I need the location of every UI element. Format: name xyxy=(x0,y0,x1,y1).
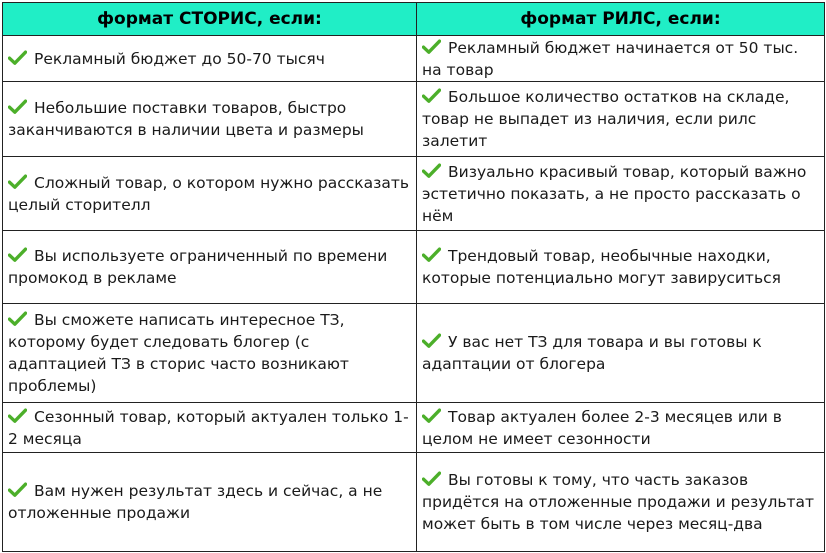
table-row xyxy=(3,36,825,82)
reels-header: формат РИЛС, если: xyxy=(417,3,825,36)
stories-header: формат СТОРИС, если: xyxy=(3,3,417,36)
check-mark-icon xyxy=(8,99,27,114)
table-row xyxy=(3,453,825,552)
reels-cell xyxy=(417,36,825,82)
reels-text: Товар актуален более 2-3 месяцев или в целом не имеет сезонности xyxy=(422,407,782,448)
reels-cell xyxy=(417,403,825,453)
reels-cell xyxy=(417,453,825,552)
stories-text: Рекламный бюджет до 50-70 тысяч xyxy=(34,49,325,68)
reels-cell xyxy=(417,231,825,304)
reels-text: Большое количество остатков на складе, товар не выпадет из наличия, если рилс залетит xyxy=(422,88,790,150)
reels-text: Трендовый товар, необычные находки, которые потенциально могут завируситься xyxy=(422,247,781,287)
table-row xyxy=(3,157,825,231)
table-row xyxy=(3,403,825,453)
comparison-table xyxy=(2,2,825,552)
check-mark-icon xyxy=(8,482,27,497)
check-mark-icon xyxy=(422,88,441,103)
stories-cell xyxy=(3,157,417,231)
table-row xyxy=(3,304,825,403)
check-mark-icon xyxy=(8,408,27,423)
table-row xyxy=(3,82,825,157)
check-mark-icon xyxy=(8,50,27,65)
reels-text: Рекламный бюджет начинается от 50 тыс. на товар xyxy=(422,38,799,79)
stories-cell xyxy=(3,36,417,82)
header-row xyxy=(3,3,825,36)
stories-text: Сложный товар, о котором нужно рассказать целый сторителл xyxy=(8,173,410,214)
stories-cell xyxy=(3,231,417,304)
reels-cell xyxy=(417,157,825,231)
check-mark-icon xyxy=(8,311,27,326)
reels-text: Визуально красивый товар, который важно эстетично показать, а не просто рассказать о нём xyxy=(422,162,807,225)
check-mark-icon xyxy=(422,163,441,178)
stories-cell xyxy=(3,82,417,157)
reels-cell xyxy=(417,304,825,403)
check-mark-icon xyxy=(422,471,441,486)
reels-text: У вас нет ТЗ для товара и вы готовы к адаптации от блогера xyxy=(422,333,762,373)
check-mark-icon xyxy=(8,174,27,189)
stories-text: Вам нужен результат здесь и сейчас, а не отложенные продажи xyxy=(8,482,383,522)
stories-cell xyxy=(3,403,417,453)
stories-cell xyxy=(3,304,417,403)
stories-text: Сезонный товар, который актуален только 1-2 месяца xyxy=(8,407,409,448)
stories-cell xyxy=(3,453,417,552)
reels-text: Вы готовы к тому, что часть заказов придётся на отложенные продажи и результат может быть в том числе через месяц-два xyxy=(422,471,815,533)
check-mark-icon xyxy=(422,247,441,262)
check-mark-icon xyxy=(422,408,441,423)
check-mark-icon xyxy=(422,333,441,348)
table-row xyxy=(3,231,825,304)
check-mark-icon xyxy=(422,39,441,54)
stories-text: Вы используете ограниченный по времени промокод в рекламе xyxy=(8,247,388,287)
check-mark-icon xyxy=(8,247,27,262)
stories-text: Небольшие поставки товаров, быстро заканчиваются в наличии цвета и размеры xyxy=(8,99,364,139)
reels-cell xyxy=(417,82,825,157)
stories-text: Вы сможете написать интересное ТЗ, которому будет следовать блогер (с адаптацией ТЗ в сторис часто возникают проблемы) xyxy=(8,311,349,395)
